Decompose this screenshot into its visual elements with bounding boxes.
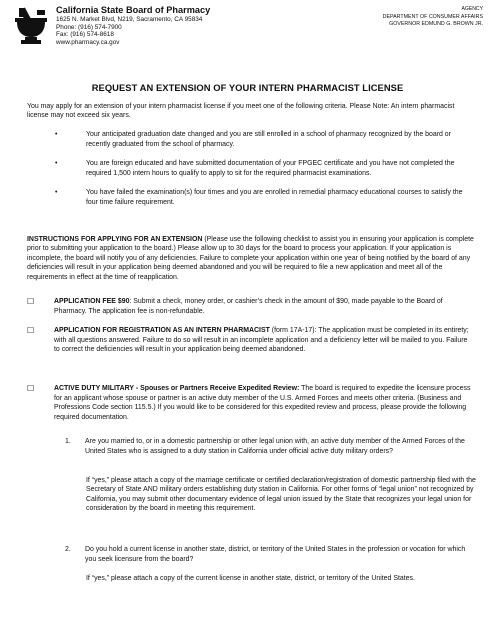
board-of-pharmacy-logo (13, 6, 49, 46)
criteria-item: • Your anticipated graduation date changed and you are still enrolled in a school of pharmacy recognized by the board or recently graduated from the school of pharmacy. (55, 131, 451, 148)
intro-paragraph: You may apply for an extension of your intern pharmacist license if you meet one of the following criteria. Please Note: An intern pharmacist license may not exceed six years. (27, 103, 455, 120)
instructions-text: (Please use the following checklist to assist you in ensuring your application is complete prior to submitting your application to the board.) Please allow up to 30 days for the board to process your application. If your application is incomplete, the board will notify you of any deficiencies. Failure to complete your application within one year of being notified by the board of any deficiencies will result in your application being deemed abandoned and you will be required to file a new application and meet all of the requirements in effect at the time of reapplication. (27, 236, 474, 281)
question-text: Do you hold a current license in another state, district, or territory of the United States in the profession or vocation for which you seek licensure from the board? (85, 546, 466, 563)
question-text: Are you married to, or in a domestic partnership or other legal union with, an active duty member of the Armed Forces of the United States who is assigned to a duty station in California under official active duty military orders? (85, 438, 465, 455)
checkbox-icon[interactable]: ☐ (27, 297, 35, 306)
agency-label: AGENCY (461, 6, 483, 12)
instructions-heading: INSTRUCTIONS FOR APPLYING FOR AN EXTENSION (27, 236, 203, 243)
header-agency (383, 6, 483, 29)
checklist-heading: APPLICATION FOR REGISTRATION AS AN INTERN PHARMACIST (54, 327, 270, 334)
governor-name: GOVERNOR EDMUND G. BROWN JR. (389, 21, 483, 28)
department-name: DEPARTMENT OF CONSUMER AFFAIRS (382, 13, 483, 20)
military-question-2 (65, 545, 475, 564)
criteria-list (55, 130, 473, 217)
criteria-item: • You have failed the examination(s) four times and you are enrolled in remedial pharmacy educational courses to satisfy the four time failure requirement. (55, 189, 463, 206)
checkbox-icon[interactable]: ☐ (27, 384, 35, 393)
org-name: California State Board of Pharmacy (56, 5, 211, 15)
checklist-item-fee: ☐ APPLICATION FEE $90: Submit a check, money order, or cashier’s check in the amount of $90, made payable to the Board of Pharmacy. The application fee is non-refundable. (27, 297, 443, 315)
fax-line: Fax: (916) 574-8618 (56, 31, 114, 39)
bullet-icon: • (55, 189, 58, 196)
checklist-item-military: ☐ ACTIVE DUTY MILITARY - Spouses or Partners Receive Expedited Review: The board is required to expedite the licensure process for an applicant whose spouse or partner is an active duty member of the U.S. Armed Forces and meets other criteria. (Business and Professions Code section 115.5.) If you would like to be considered for this expedited review and process, please provide the following required documentation. (27, 384, 471, 421)
question-number: 1. (65, 438, 71, 445)
bullet-icon: • (55, 160, 58, 167)
criteria-item: • You are foreign educated and have submitted documentation of your FPGEC certificate and you have not completed the required 1,500 intern hours to qualify to apply to sit for the required pharmacist examinations. (55, 160, 455, 177)
instructions-paragraph (27, 235, 474, 282)
military-answer-note-2: If “yes,” please attach a copy of the current license in another state, district, or territory of the United States. (86, 575, 415, 582)
question-number: 2. (65, 546, 71, 553)
checklist-item-application: ☐ APPLICATION FOR REGISTRATION AS AN INTERN PHARMACIST (form 17A-17): The application must be completed in its entirety; with all questions answered. Failure to do so will result in an incomplete application and a deficiency letter will be mailed to you. Failure to correct the deficiencies will result in your application being deemed abandoned. (27, 326, 469, 354)
checkbox-icon[interactable]: ☐ (27, 326, 35, 335)
phone-line: Phone: (916) 574-7900 (56, 23, 122, 31)
website-link[interactable]: www.pharmacy.ca.gov (56, 38, 120, 46)
document-title: REQUEST AN EXTENSION OF YOUR INTERN PHARMACIST LICENSE (91, 82, 404, 93)
military-answer-note-1: If “yes,” please attach a copy of the marriage certificate or certified declaration/registration of domestic partnership filed with the Secretary of State AND military orders establishing duty station in California. For other forms of “legal union” not recognized by California, you may submit other documentary evidence of legal union issued by the State that recognizes your legal union for consideration by the board in meeting this requirement. (86, 477, 476, 513)
checklist-heading: APPLICATION FEE $90 (54, 298, 130, 305)
address-line: 1625 N. Market Blvd, N219, Sacramento, CA 95834 (56, 16, 203, 23)
bullet-icon: • (55, 131, 58, 138)
checklist-heading: ACTIVE DUTY MILITARY - Spouses or Partners Receive Expedited Review: (54, 385, 300, 392)
military-question-1 (65, 437, 475, 456)
header-contact (56, 5, 286, 46)
